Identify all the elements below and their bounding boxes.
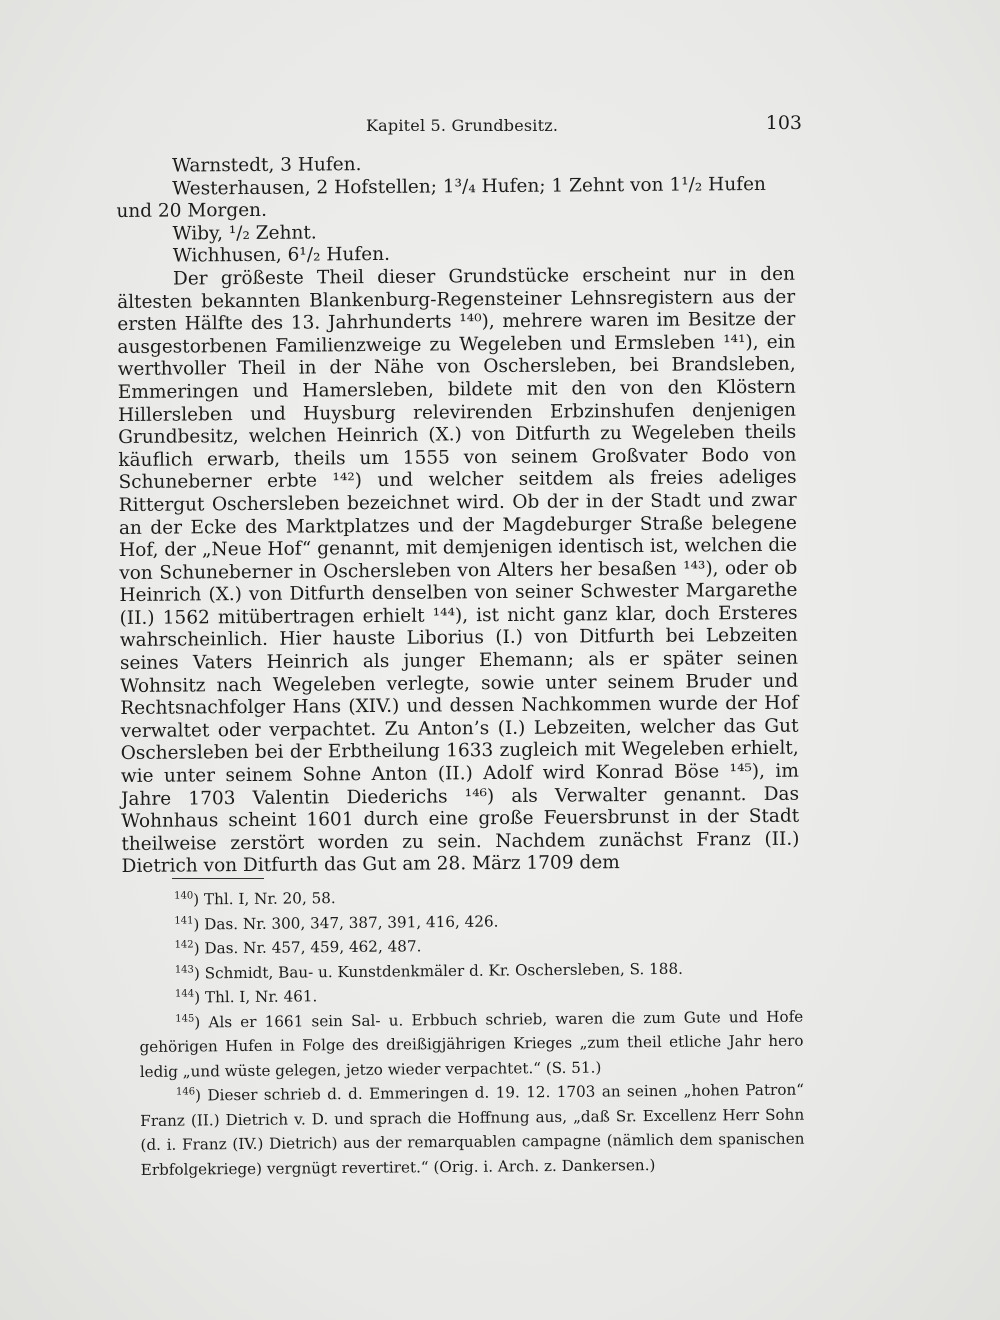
footnote-divider	[172, 878, 264, 879]
footnote-text: Thl. I, Nr. 461.	[204, 987, 318, 1007]
footnote-text: Als er 1661 sein Sal- u. Erbbuch schrieb, waren die zum Gute und Hofe gehörigen Hufen in Folge des dreißigjährigen Krieges „zum theil etliche Jahr hero ledig „und wüste gelegen, jetzo wieder verpachtet.“ (S. 51.)	[139, 1007, 804, 1081]
running-header: Kapitel 5. Grundbesitz.	[366, 116, 559, 135]
footnote: $^{146}$) Dieser schrieb d. d. Emmeringen d. 19. 12. 1703 an seinen „hohen Patron“ Franz (II.) Dietrich v. D. und sprach die Hoffnung aus, „daß Sr. Excellenz Herr Sohn (d. i. Franz (IV.) Dietrich) aus der remarquablen campagne (nämlich dem spanischen Erbfolgekriege) vergnügt revertiret.“ (Orig. i. Arch. z. Dankersen.)	[140, 1080, 805, 1179]
footnote-number: 140	[174, 890, 194, 902]
footnote: $^{140}$) Thl. I, Nr. 20, 58.	[174, 889, 336, 909]
footnote-number: 143	[174, 963, 194, 976]
footnotes	[138, 882, 805, 1182]
footnote-number: 144	[174, 988, 195, 1000]
list-item: Westerhausen, 2 Hofstellen; 1³/₄ Hufen; 1 Zehnt von 1¹/₂ Hufen und 20 Morgen.	[116, 173, 766, 223]
footnote-text: Dieser schrieb d. d. Emmeringen d. 19. 12. 1703 an seinen „hohen Patron“ Franz (II.) Dietrich v. D. und sprach die Hoffnung aus, „daß Sr. Excellenz Herr Sohn (d. i. Franz (IV.) Dietrich) aus der remarquablen campagne (nämlich dem spanischen Erbfolgekriege) vergnügt revertiret.“ (Orig. i. Arch. z. Dankersen.)	[140, 1080, 805, 1179]
footnote-number: 146	[175, 1086, 196, 1098]
footnote: $^{144}$) Thl. I, Nr. 461.	[174, 987, 318, 1007]
footnote-text: Schmidt, Bau- u. Kunstdenkmäler d. Kr. Oschersleben, S. 188.	[204, 959, 683, 982]
footnote: $^{145}$) Als er 1661 sein Sal- u. Erbbuch schrieb, waren die zum Gute und Hofe gehörigen Hufen in Folge des dreißigjährigen Krieges „zum theil etliche Jahr hero ledig „und wüste gelegen, jetzo wieder verpachtet.“ (S. 51.)	[139, 1007, 804, 1081]
footnote: $^{143}$) Schmidt, Bau- u. Kunstdenkmäler d. Kr. Oschersleben, S. 188.	[174, 959, 683, 982]
footnote: $^{142}$) Das. Nr. 457, 459, 462, 487.	[174, 937, 422, 958]
body-paragraph: Der größeste Theil dieser Grundstücke erscheint nur in den ältesten bekannten Blankenburg-Regensteiner Lehnsregistern aus der ersten Hälfte des 13. Jahrhunderts ¹⁴⁰), mehrere waren im Besitze der ausgestorbenen Familienzweige zu Wegeleben und Ermsleben ¹⁴¹), ein werthvoller Theil in der Nähe von Oschersleben, bei Brandsleben, Emmeringen und Hamersleben, bildete mit den von den Klöstern Hillersleben und Huysburg relevirenden Erbzinshufen denjenigen Grundbesitz, welchen Heinrich (X.) von Ditfurth zu Wegeleben theils käuflich erwarb, theils um 1555 von seinem Großvater Bodo von Schuneberner erbte ¹⁴²) und welcher seitdem als freies adeliges Rittergut Oschersleben bezeichnet wird. Ob der in der Stadt und zwar an der Ecke des Marktplatzes und der Magdeburger Straße belegene Hof, der „Neue Hof“ genannt, mit demjenigen identisch ist, welchen die von Schuneberner in Oschersleben von Alters her besaßen ¹⁴³), oder ob Heinrich (X.) von Ditfurth denselben von seiner Schwester Margarethe (II.) 1562 mitübertragen erhielt ¹⁴⁴), ist nicht ganz klar, doch Ersteres wahrscheinlich. Hier hauste Liborius (I.) von Ditfurth bei Lebzeiten seines Vaters Heinrich als junger Ehemann; als er später seinen Wohnsitz nach Wegeleben verlegte, sowie unter seinem Bruder und Rechtsnachfolger Hans (XIV.) und dessen Nachkommen wurde der Hof verwaltet oder verpachtet. Zu Anton’s (I.) Lebzeiten, welcher das Gut Oschersleben bei der Erbtheilung 1633 zugleich mit Wegeleben erhielt, wie unter seinem Sohne Anton (II.) Adolf wird Konrad Böse ¹⁴⁵), im Jahre 1703 Valentin Diederichs ¹⁴⁶) als Verwalter genannt. Das Wohnhaus scheint 1601 durch eine große Feuersbrunst in der Stadt theilweise zerstört worden zu sein. Nachdem zunächst Franz (II.) Dietrich von Ditfurth das Gut am 28. März 1709 dem	[117, 263, 800, 878]
footnote-number: 141	[174, 914, 194, 927]
main-text	[116, 151, 800, 879]
page-number: 103	[765, 112, 802, 134]
footnote-text: Das. Nr. 300, 347, 387, 391, 416, 426.	[204, 912, 499, 933]
list-item: Warnstedt, 3 Hufen.	[171, 154, 362, 177]
footnote-text: Das. Nr. 457, 459, 462, 487.	[204, 937, 422, 958]
list-item: Wiby, ¹/₂ Zehnt.	[172, 222, 317, 245]
footnote-number: 142	[174, 939, 194, 951]
list-item: Wichhusen, 6¹/₂ Hufen.	[172, 244, 391, 267]
footnote-text: Thl. I, Nr. 20, 58.	[203, 889, 336, 909]
footnote: $^{141}$) Das. Nr. 300, 347, 387, 391, 416, 426.	[174, 912, 499, 933]
footnote-number: 145	[175, 1012, 195, 1025]
